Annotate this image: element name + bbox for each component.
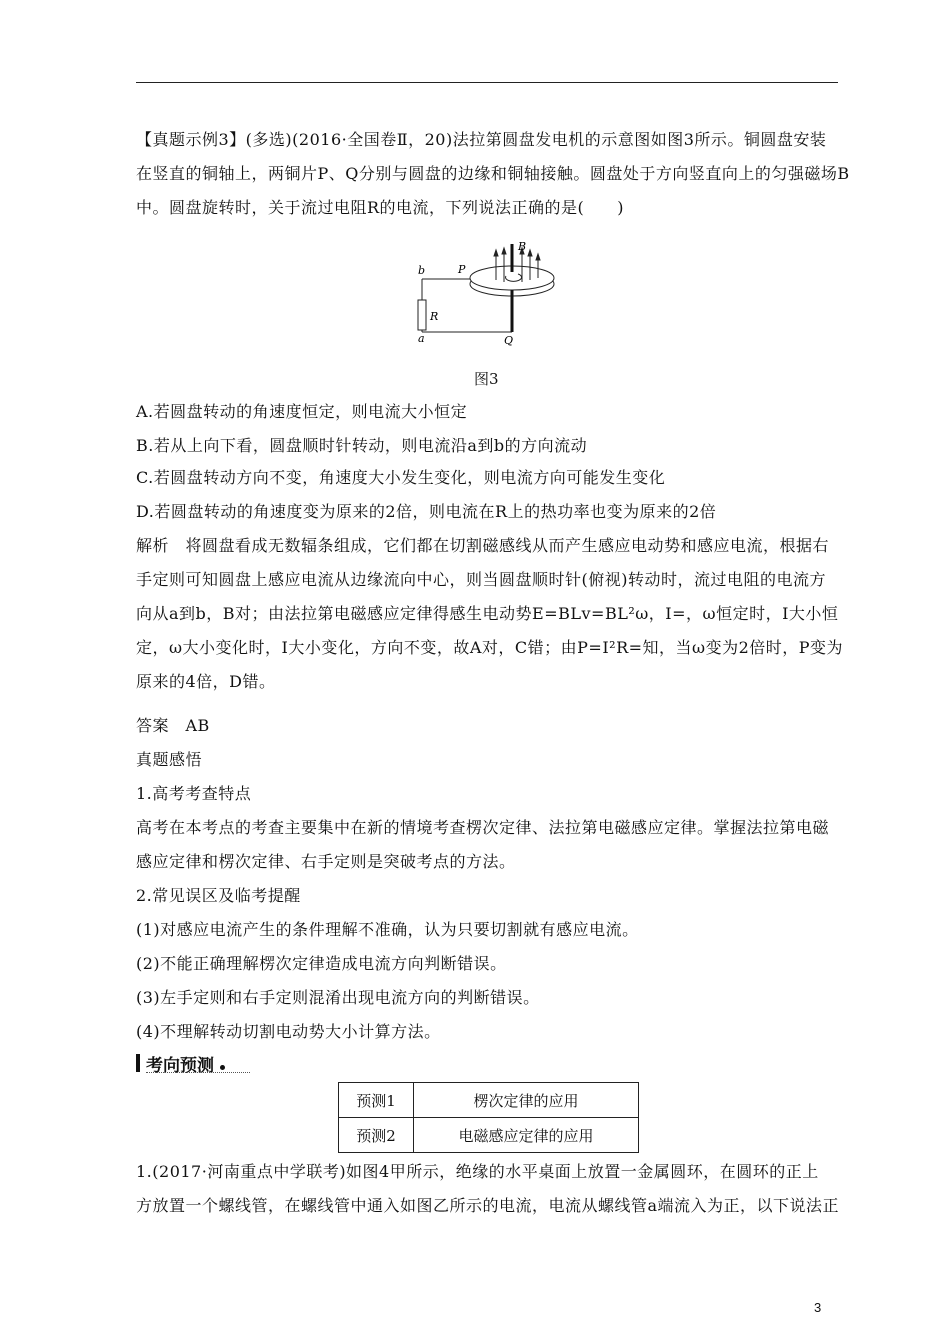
option-d: D.若圆盘转动的角速度变为原来的2倍，则电流在R上的热功率也变为原来的2倍 bbox=[136, 502, 717, 521]
label-p: P bbox=[458, 263, 466, 276]
insight-item-2: (2)不能正确理解楞次定律造成电流方向判断错误。 bbox=[136, 954, 507, 973]
header-rule bbox=[136, 82, 838, 83]
analysis-line-1: 解析 将圆盘看成无数辐条组成，它们都在切割磁感线从而产生感应电动势和感应电流，根据右 bbox=[136, 536, 830, 555]
section-heading bbox=[136, 1050, 225, 1076]
disk-generator-figure bbox=[410, 232, 570, 350]
insight-item-3: (3)左手定则和右手定则混淆出现电流方向的判断错误。 bbox=[136, 988, 540, 1007]
insight-para-1a: 高考在本考点的考查主要集中在新的情境考查楞次定律、法拉第电磁感应定律。掌握法拉第电磁 bbox=[136, 818, 830, 837]
label-r: R bbox=[430, 310, 439, 323]
prediction-topic: 楞次定律的应用 bbox=[414, 1083, 639, 1118]
label-field-b: B bbox=[518, 240, 527, 253]
prediction-label: 预测1 bbox=[339, 1083, 414, 1118]
insight-heading-1: 1.高考考查特点 bbox=[136, 784, 252, 803]
analysis-line-2: 手定则可知圆盘上感应电流从边缘流向中心，则当圆盘顺时针(俯视)转动时，流过电阻的电流方 bbox=[136, 570, 826, 589]
example-line-1: 【真题示例3】(多选)(2016·全国卷Ⅱ，20)法拉第圆盘发电机的示意图如图3所示。铜圆盘安装 bbox=[136, 130, 827, 149]
prediction-label: 预测2 bbox=[339, 1118, 414, 1153]
table-row bbox=[339, 1083, 639, 1118]
section-dot-icon bbox=[220, 1065, 225, 1070]
label-q: Q bbox=[504, 334, 514, 347]
insight-heading-2: 2.常见误区及临考提醒 bbox=[136, 886, 301, 905]
insight-title: 真题感悟 bbox=[136, 750, 203, 769]
label-b: b bbox=[418, 264, 426, 277]
resistor-symbol bbox=[418, 300, 426, 330]
analysis-line-4: 定，ω大小变化时，I大小变化，方向不变，故A对，C错；由P=I²R=知，当ω变为2倍时，P变为 bbox=[136, 638, 844, 657]
insight-item-1: (1)对感应电流产生的条件理解不准确，认为只要切割就有感应电流。 bbox=[136, 920, 639, 939]
option-b: B.若从上向下看，圆盘顺时针转动，则电流沿a到b的方向流动 bbox=[136, 436, 588, 455]
insight-item-4: (4)不理解转动切割电动势大小计算方法。 bbox=[136, 1022, 441, 1041]
insight-para-1b: 感应定律和楞次定律、右手定则是突破考点的方法。 bbox=[136, 852, 516, 871]
example-line-2: 在竖直的铜轴上，两铜片P、Q分别与圆盘的边缘和铜轴接触。圆盘处于方向竖直向上的匀强磁场B bbox=[136, 164, 850, 183]
page-number: 3 bbox=[814, 1300, 822, 1315]
table-row bbox=[339, 1118, 639, 1153]
analysis-line-3: 向从a到b，B对；由法拉第电磁感应定律得感生电动势E=BLv=BL²ω，I=，ω恒定时，I大小恒 bbox=[136, 604, 839, 623]
section-bar-icon bbox=[136, 1054, 140, 1072]
question-1-line-2: 方放置一个螺线管，在螺线管中通入如图乙所示的电流，电流从螺线管a端流入为正，以下说法正 bbox=[136, 1196, 840, 1215]
option-c: C.若圆盘转动方向不变，角速度大小发生变化，则电流方向可能发生变化 bbox=[136, 468, 666, 487]
answer: 答案 AB bbox=[136, 716, 210, 735]
label-a: a bbox=[418, 332, 425, 345]
figure-caption: 图3 bbox=[474, 370, 499, 388]
question-1-line-1: 1.(2017·河南重点中学联考)如图4甲所示，绝缘的水平桌面上放置一金属圆环，在圆环的正上 bbox=[136, 1162, 819, 1181]
section-title: 考向预测 bbox=[146, 1055, 214, 1076]
prediction-table bbox=[338, 1082, 639, 1153]
analysis-line-5: 原来的4倍，D错。 bbox=[136, 672, 276, 691]
prediction-topic: 电磁感应定律的应用 bbox=[414, 1118, 639, 1153]
option-a: A.若圆盘转动的角速度恒定，则电流大小恒定 bbox=[136, 402, 468, 421]
section-underline bbox=[146, 1072, 250, 1073]
example-line-3: 中。圆盘旋转时，关于流过电阻R的电流，下列说法正确的是( ) bbox=[136, 198, 625, 217]
